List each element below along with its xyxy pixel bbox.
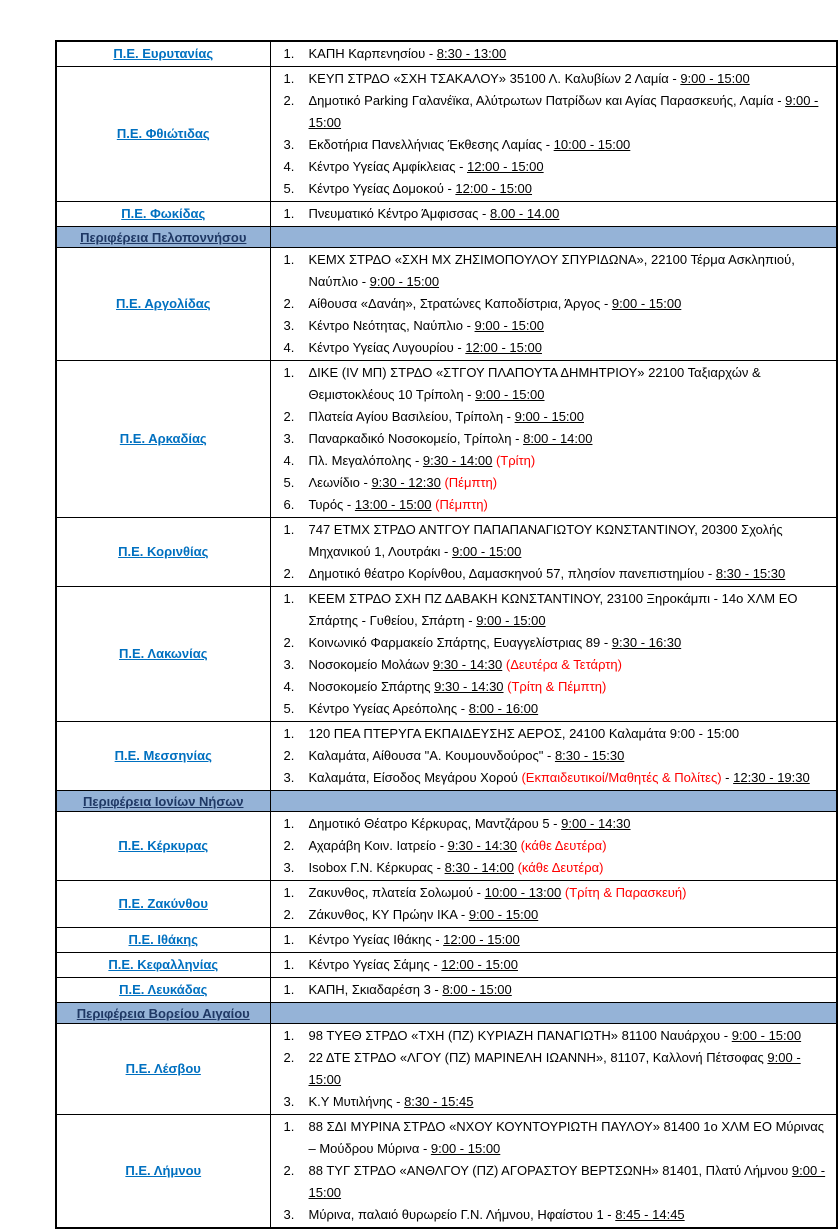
location-text: Δημοτικό Θέατρο Κέρκυρας, Μαντζάρου 5 - <box>308 816 562 831</box>
section-header-spacer-cell <box>270 1003 837 1024</box>
location-item <box>284 698 832 720</box>
time-range: 9:00 - 15:00 <box>680 71 750 86</box>
region-name-cell <box>56 518 270 587</box>
time-range: 9:30 - 14:30 <box>432 657 503 672</box>
location-text: Isobox Γ.Ν. Κέρκυρας - <box>308 860 445 875</box>
location-text: Κέντρο Υγείας Λυγουρίου - <box>308 340 466 355</box>
location-text: 88 ΣΔΙ ΜΥΡΙΝΑ ΣΤΡΔΟ «ΝΧΟΥ ΚΟΥΝΤΟΥΡΙΩΤΗ ΠΑΥΛΟΥ» 81400 1ο ΧΛΜ ΕΟ Μύρινας – Μούδρου Μύρινα - <box>308 1119 825 1156</box>
location-item <box>284 43 832 65</box>
item-text <box>309 745 832 767</box>
item-number: 1. <box>283 71 295 86</box>
region-name-cell <box>56 812 270 881</box>
locations-cell <box>270 587 837 722</box>
time-range: 12:00 - 15:00 <box>441 957 518 972</box>
region-link[interactable]: Π.Ε. Κέρκυρας <box>118 838 209 853</box>
location-item <box>284 654 832 676</box>
item-number: 1. <box>283 591 295 606</box>
item-number: 1. <box>283 982 295 997</box>
item-text <box>309 90 832 134</box>
region-row <box>56 587 837 722</box>
item-number: 4. <box>283 679 295 694</box>
item-text <box>309 1204 832 1226</box>
region-name-cell <box>56 202 270 227</box>
location-item <box>284 362 832 406</box>
item-text <box>309 698 832 720</box>
item-number: 2. <box>283 409 295 424</box>
item-text <box>309 813 832 835</box>
location-item <box>284 813 832 835</box>
location-item <box>284 337 832 359</box>
region-link[interactable]: Π.Ε. Ζακύνθου <box>118 896 208 911</box>
region-row <box>56 881 837 928</box>
region-link[interactable]: Π.Ε. Κεφαλληνίας <box>108 957 219 972</box>
item-text <box>309 954 832 976</box>
item-text <box>309 588 832 632</box>
locations-cell <box>270 953 837 978</box>
day-note: (Τρίτη) <box>495 453 536 468</box>
region-name-cell <box>56 361 270 518</box>
locations-cell <box>270 518 837 587</box>
item-number: 2. <box>283 1050 295 1065</box>
item-number: 4. <box>283 340 295 355</box>
region-row <box>56 978 837 1003</box>
region-name-cell <box>56 1115 270 1229</box>
location-item <box>284 1047 832 1091</box>
item-text <box>309 1116 832 1160</box>
location-text: ΚΕΜΧ ΣΤΡΔΟ «ΣΧΗ ΜΧ ΖΗΣΙΜΟΠΟΥΛΟΥ ΣΠΥΡΙΔΩΝΑ», 22100 Τέρμα Ασκληπιού, Ναύπλιο - <box>308 252 795 289</box>
item-number: 2. <box>283 93 295 108</box>
time-range: 8.00 - 14.00 <box>490 206 560 221</box>
location-item <box>284 472 832 494</box>
locations-cell <box>270 248 837 361</box>
location-item <box>284 954 832 976</box>
item-text <box>309 472 832 494</box>
location-text: Κέντρο Νεότητας, Ναύπλιο - <box>308 318 475 333</box>
region-row <box>56 1115 837 1229</box>
item-text <box>309 632 832 654</box>
location-item <box>284 428 832 450</box>
location-text: Παναρκαδικό Νοσοκομείο, Τρίπολη - <box>308 431 524 446</box>
location-text: Πλατεία Αγίου Βασιλείου, Τρίπολη - <box>308 409 515 424</box>
locations-cell <box>270 881 837 928</box>
locations-cell <box>270 722 837 791</box>
location-text: Ζάκυνθος, ΚΥ Πρώην ΙΚΑ - <box>308 907 469 922</box>
item-text <box>309 337 832 359</box>
location-item <box>284 494 832 516</box>
item-number: 2. <box>283 907 295 922</box>
location-text: 98 ΤΥΕΘ ΣΤΡΔΟ «ΤΧΗ (ΠΖ) ΚΥΡΙΑΖΗ ΠΑΝΑΓΙΩΤΗ» 81100 Ναυάρχου - <box>308 1028 732 1043</box>
time-range: 9:00 - 15:00 <box>475 387 545 402</box>
item-number: 1. <box>283 1119 295 1134</box>
time-range: 8:30 - 14:00 <box>444 860 514 875</box>
locations-cell <box>270 41 837 67</box>
item-number: 3. <box>283 657 295 672</box>
section-header-spacer-cell <box>270 227 837 248</box>
time-range: 8:00 - 15:00 <box>442 982 512 997</box>
section-header-cell <box>56 791 270 812</box>
location-item <box>284 563 832 585</box>
locations-cell <box>270 67 837 202</box>
region-name-cell <box>56 41 270 67</box>
time-range: 8:30 - 15:30 <box>554 748 625 763</box>
location-item <box>284 1091 832 1113</box>
location-item <box>284 1116 832 1160</box>
section-row <box>56 1003 837 1024</box>
region-link[interactable]: Π.Ε. Μεσσηνίας <box>114 748 212 763</box>
location-text: Εκδοτήρια Πανελλήνιας Έκθεσης Λαμίας - <box>308 137 554 152</box>
item-text <box>309 654 832 676</box>
time-range: 8:00 - 16:00 <box>468 701 539 716</box>
item-text <box>309 494 832 516</box>
location-item <box>284 315 832 337</box>
time-range: 10:00 - 15:00 <box>553 137 631 152</box>
item-number: 5. <box>283 181 295 196</box>
region-name-cell <box>56 978 270 1003</box>
locations-cell <box>270 1115 837 1229</box>
item-number: 1. <box>283 816 295 831</box>
region-name-cell <box>56 587 270 722</box>
document-page <box>55 40 838 1229</box>
location-item <box>284 406 832 428</box>
time-range: 9:00 - 15:00 <box>308 1050 801 1087</box>
item-number: 4. <box>283 159 295 174</box>
region-link[interactable]: Π.Ε. Αρκαδίας <box>119 431 207 446</box>
item-text <box>309 315 832 337</box>
item-text <box>309 428 832 450</box>
time-range: 8:30 - 13:00 <box>436 46 507 61</box>
location-item <box>284 767 832 789</box>
item-number: 1. <box>283 522 295 537</box>
item-text <box>309 563 832 585</box>
location-item <box>284 979 832 1001</box>
item-number: 2. <box>283 296 295 311</box>
time-range: 8:45 - 14:45 <box>615 1207 685 1222</box>
region-name-cell <box>56 881 270 928</box>
time-range: 8:30 - 15:30 <box>715 566 786 581</box>
item-text <box>309 835 832 857</box>
time-range: 8:30 - 15:45 <box>404 1094 474 1109</box>
location-item <box>284 293 832 315</box>
section-header-cell <box>56 1003 270 1024</box>
region-link[interactable]: Π.Ε. Λευκάδας <box>119 982 208 997</box>
time-range: 9:00 - 15:00 <box>474 318 544 333</box>
item-text <box>309 904 832 926</box>
day-note: (Εκπαιδευτικοί/Μαθητές & Πολίτες) <box>521 770 722 785</box>
location-text: Κ.Υ Μυτιλήνης - <box>308 1094 405 1109</box>
location-text: Καλαμάτα, Είσοδος Μεγάρου Χορού <box>308 770 522 785</box>
time-range: 9:00 - 15:00 <box>451 544 522 559</box>
item-text <box>309 406 832 428</box>
location-item <box>284 745 832 767</box>
locations-cell <box>270 812 837 881</box>
day-note: (κάθε Δευτέρα) <box>520 838 607 853</box>
location-item <box>284 519 832 563</box>
item-number: 2. <box>283 635 295 650</box>
region-row <box>56 722 837 791</box>
locations-cell <box>270 978 837 1003</box>
location-item <box>284 134 832 156</box>
region-link[interactable]: Π.Ε. Φωκίδας <box>121 206 206 221</box>
item-text <box>309 929 832 951</box>
location-item <box>284 835 832 857</box>
region-row <box>56 67 837 202</box>
item-text <box>309 1047 832 1091</box>
section-header-cell <box>56 227 270 248</box>
item-text <box>309 43 832 65</box>
item-text <box>309 156 832 178</box>
time-range: 12:30 - 19:30 <box>733 770 810 785</box>
region-row <box>56 928 837 953</box>
region-name-cell <box>56 1024 270 1115</box>
location-item <box>284 249 832 293</box>
item-number: 5. <box>283 701 295 716</box>
time-range: 9:00 - 15:00 <box>308 93 819 130</box>
time-range: 13:00 - 15:00 <box>354 497 432 512</box>
location-item <box>284 632 832 654</box>
location-text: Κέντρο Υγείας Αρεόπολης - <box>308 701 469 716</box>
item-text <box>309 857 832 879</box>
item-number: 1. <box>283 1028 295 1043</box>
day-note: (Πέμπτη) <box>444 475 498 490</box>
item-number: 2. <box>283 1163 295 1178</box>
region-link[interactable]: Π.Ε. Ευρυτανίας <box>113 46 214 61</box>
location-text: ΚΑΠΗ, Σκιαδαρέση 3 - <box>308 982 443 997</box>
section-title: Περιφέρεια Βορείου Αιγαίου <box>76 1005 250 1021</box>
item-text <box>309 1160 832 1204</box>
time-range: 9:00 - 15:00 <box>611 296 682 311</box>
location-item <box>284 1204 832 1226</box>
location-item <box>284 723 832 745</box>
region-row <box>56 41 837 67</box>
region-name-cell <box>56 928 270 953</box>
item-text <box>309 178 832 200</box>
item-number: 3. <box>283 431 295 446</box>
location-text: Κοινωνικό Φαρμακείο Σπάρτης, Ευαγγελίστριας 89 - <box>308 635 612 650</box>
item-number: 2. <box>283 748 295 763</box>
location-text: Κέντρο Υγείας Ιθάκης - <box>308 932 444 947</box>
locations-cell <box>270 202 837 227</box>
location-item <box>284 450 832 472</box>
locations-cell <box>270 1024 837 1115</box>
item-number: 3. <box>283 318 295 333</box>
region-row <box>56 361 837 518</box>
item-text <box>309 134 832 156</box>
item-number: 1. <box>283 365 295 380</box>
day-note: (Τρίτη & Παρασκευή) <box>564 885 687 900</box>
time-range: 12:00 - 15:00 <box>465 340 542 355</box>
region-link[interactable]: Π.Ε. Φθιώτιδας <box>116 126 210 141</box>
region-row <box>56 518 837 587</box>
location-item <box>284 68 832 90</box>
location-item <box>284 156 832 178</box>
time-range: 9:30 - 14:30 <box>434 679 504 694</box>
region-row <box>56 812 837 881</box>
location-text: Νοσοκομείο Μολάων <box>308 657 433 672</box>
location-text: Κέντρο Υγείας Σάμης - <box>308 957 442 972</box>
region-link[interactable]: Π.Ε. Λήμνου <box>125 1163 202 1178</box>
location-text: Καλαμάτα, Αίθουσα "Α. Κουμουνδούρος" - <box>308 748 555 763</box>
region-name-cell <box>56 67 270 202</box>
time-range: 9:00 - 15:00 <box>476 613 546 628</box>
location-item <box>284 904 832 926</box>
region-link[interactable]: Π.Ε. Αργολίδας <box>116 296 211 311</box>
time-range: 9:30 - 14:00 <box>422 453 493 468</box>
item-number: 3. <box>283 860 295 875</box>
item-text <box>309 676 832 698</box>
location-text: Πνευματικό Κέντρο Άμφισσας - <box>308 206 490 221</box>
item-number: 2. <box>283 566 295 581</box>
location-text: ΚΕΥΠ ΣΤΡΔΟ «ΣΧΗ ΤΣΑΚΑΛΟΥ» 35100 Λ. Καλυβίων 2 Λαμία - <box>308 71 681 86</box>
time-range: 9:30 - 12:30 <box>371 475 441 490</box>
location-text: Λεωνίδιο - <box>308 475 372 490</box>
item-text <box>309 882 832 904</box>
location-text: 120 ΠΕΑ ΠΤΕΡΥΓΑ ΕΚΠΑΙΔΕΥΣΗΣ ΑΕΡΟΣ, 24100 Καλαμάτα 9:00 - 15:00 <box>308 726 740 741</box>
item-text <box>309 68 832 90</box>
location-item <box>284 857 832 879</box>
location-text: 88 ΤΥΓ ΣΤΡΔΟ «ΑΝΘΛΓΟΥ (ΠΖ) ΑΓΟΡΑΣΤΟΥ ΒΕΡΤΣΩΝΗ» 81401, Πλατύ Λήμνου <box>308 1163 792 1178</box>
item-number: 1. <box>283 46 295 61</box>
item-text <box>309 450 832 472</box>
item-number: 1. <box>283 206 295 221</box>
region-name-cell <box>56 953 270 978</box>
region-link[interactable]: Π.Ε. Λέσβου <box>125 1061 201 1076</box>
location-text: - <box>721 770 734 785</box>
item-number: 1. <box>283 932 295 947</box>
location-item <box>284 203 832 225</box>
item-number: 1. <box>283 885 295 900</box>
location-text: Πλ. Μεγαλόπολης - <box>308 453 423 468</box>
location-text: Τυρός - <box>308 497 355 512</box>
location-text: 22 ΔΤΕ ΣΤΡΔΟ «ΛΓΟΥ (ΠΖ) ΜΑΡΙΝΕΛΗ ΙΩΑΝΝΗ», 81107, Καλλονή Πέτσοφας <box>308 1050 768 1065</box>
region-link[interactable]: Π.Ε. Λακωνίας <box>119 646 208 661</box>
section-title: Περιφέρεια Πελοποννήσου <box>80 229 247 245</box>
item-number: 2. <box>283 838 295 853</box>
day-note: (κάθε Δευτέρα) <box>517 860 604 875</box>
item-text <box>309 1091 832 1113</box>
location-text: Αχαράβη Κοιν. Ιατρείο - <box>308 838 448 853</box>
location-text: Δημοτικό θέατρο Κορίνθου, Δαμασκηνού 57, πλησίον πανεπιστημίου - <box>308 566 716 581</box>
item-number: 5. <box>283 475 295 490</box>
region-link[interactable]: Π.Ε. Κορινθίας <box>118 544 209 559</box>
region-name-cell <box>56 248 270 361</box>
item-number: 3. <box>283 1207 295 1222</box>
location-item <box>284 882 832 904</box>
region-row <box>56 248 837 361</box>
item-number: 1. <box>283 252 295 267</box>
location-text: Αίθουσα «Δανάη», Στρατώνες Καποδίστρια, Άργος - <box>308 296 612 311</box>
region-row <box>56 202 837 227</box>
item-number: 6. <box>283 497 295 512</box>
section-row <box>56 791 837 812</box>
time-range: 9:00 - 15:00 <box>731 1028 802 1043</box>
region-row <box>56 953 837 978</box>
section-header-spacer-cell <box>270 791 837 812</box>
time-range: 10:00 - 13:00 <box>484 885 562 900</box>
item-text <box>309 203 832 225</box>
item-text <box>309 767 832 789</box>
section-row <box>56 227 837 248</box>
day-note: (Δευτέρα & Τετάρτη) <box>505 657 622 672</box>
item-number: 3. <box>283 137 295 152</box>
location-item <box>284 178 832 200</box>
location-text: Κέντρο Υγείας Αμφίκλειας - <box>308 159 468 174</box>
section-title: Περιφέρεια Ιονίων Νήσων <box>83 793 244 809</box>
time-range: 12:00 - 15:00 <box>443 932 520 947</box>
item-text <box>309 293 832 315</box>
item-text <box>309 249 832 293</box>
schedule-table <box>55 40 838 1229</box>
item-text <box>309 1025 832 1047</box>
item-number: 1. <box>283 726 295 741</box>
location-text: ΔΙΚΕ (ΙV ΜΠ) ΣΤΡΔΟ «ΣΤΓΟΥ ΠΛΑΠΟΥΤΑ ΔΗΜΗΤΡΙΟΥ» 22100 Ταξιαρχών & Θεμιστοκλέους 10 Τρίπολη - <box>308 365 761 402</box>
location-item <box>284 90 832 134</box>
day-note: (Πέμπτη) <box>435 497 488 512</box>
locations-cell <box>270 928 837 953</box>
location-text: Νοσοκομείο Σπάρτης <box>308 679 435 694</box>
location-text: Ζακυνθος, πλατεία Σολωμού - <box>308 885 485 900</box>
location-text: Μύρινα, παλαιό θυρωρείο Γ.Ν. Λήμνου, Ηφαίστου 1 - <box>308 1207 616 1222</box>
location-item <box>284 929 832 951</box>
location-text: Δημοτικό Parking Γαλανέϊκα, Αλύτρωτων Πατρίδων και Αγίας Παρασκευής, Λαμία - <box>308 93 786 108</box>
time-range: 9:30 - 14:30 <box>447 838 518 853</box>
item-number: 3. <box>283 770 295 785</box>
item-text <box>309 979 832 1001</box>
item-text <box>309 519 832 563</box>
region-link[interactable]: Π.Ε. Ιθάκης <box>128 932 198 947</box>
time-range: 9:30 - 16:30 <box>611 635 682 650</box>
location-item <box>284 588 832 632</box>
location-item <box>284 1025 832 1047</box>
item-text <box>309 723 832 745</box>
location-text: ΚΕΕΜ ΣΤΡΔΟ ΣΧΗ ΠΖ ΔΑΒΑΚΗ ΚΩΝΣΤΑΝΤΙΝΟΥ, 23100 Ξηροκάμπι - 14ο ΧΛΜ ΕΟ Σπάρτης - Γυθείου, Σπάρτη - <box>308 591 798 628</box>
location-item <box>284 676 832 698</box>
time-range: 9:00 - 14:30 <box>561 816 631 831</box>
item-number: 3. <box>283 1094 295 1109</box>
time-range: 12:00 - 15:00 <box>455 181 533 196</box>
time-range: 12:00 - 15:00 <box>467 159 544 174</box>
region-name-cell <box>56 722 270 791</box>
locations-cell <box>270 361 837 518</box>
region-row <box>56 1024 837 1115</box>
location-text: Κέντρο Υγείας Δομοκού - <box>308 181 456 196</box>
time-range: 8:00 - 14:00 <box>523 431 593 446</box>
day-note: (Τρίτη & Πέμπτη) <box>507 679 607 694</box>
item-text <box>309 362 832 406</box>
location-item <box>284 1160 832 1204</box>
item-number: 4. <box>283 453 295 468</box>
time-range: 9:00 - 15:00 <box>468 907 539 922</box>
location-text: 747 ΕΤΜΧ ΣΤΡΔΟ ΑΝΤΓΟΥ ΠΑΠΑΠΑΝΑΓΙΩΤΟΥ ΚΩΝΣΤΑΝΤΙΝΟΥ, 20300 Σχολής Μηχανικού 1, Λουτράκι - <box>308 522 783 559</box>
time-range: 9:00 - 15:00 <box>514 409 584 424</box>
time-range: 9:00 - 15:00 <box>430 1141 501 1156</box>
time-range: 9:00 - 15:00 <box>308 1163 826 1200</box>
item-number: 1. <box>283 957 295 972</box>
time-range: 9:00 - 15:00 <box>369 274 440 289</box>
schedule-table-body <box>56 41 837 1228</box>
location-text: ΚΑΠΗ Καρπενησίου - <box>308 46 437 61</box>
